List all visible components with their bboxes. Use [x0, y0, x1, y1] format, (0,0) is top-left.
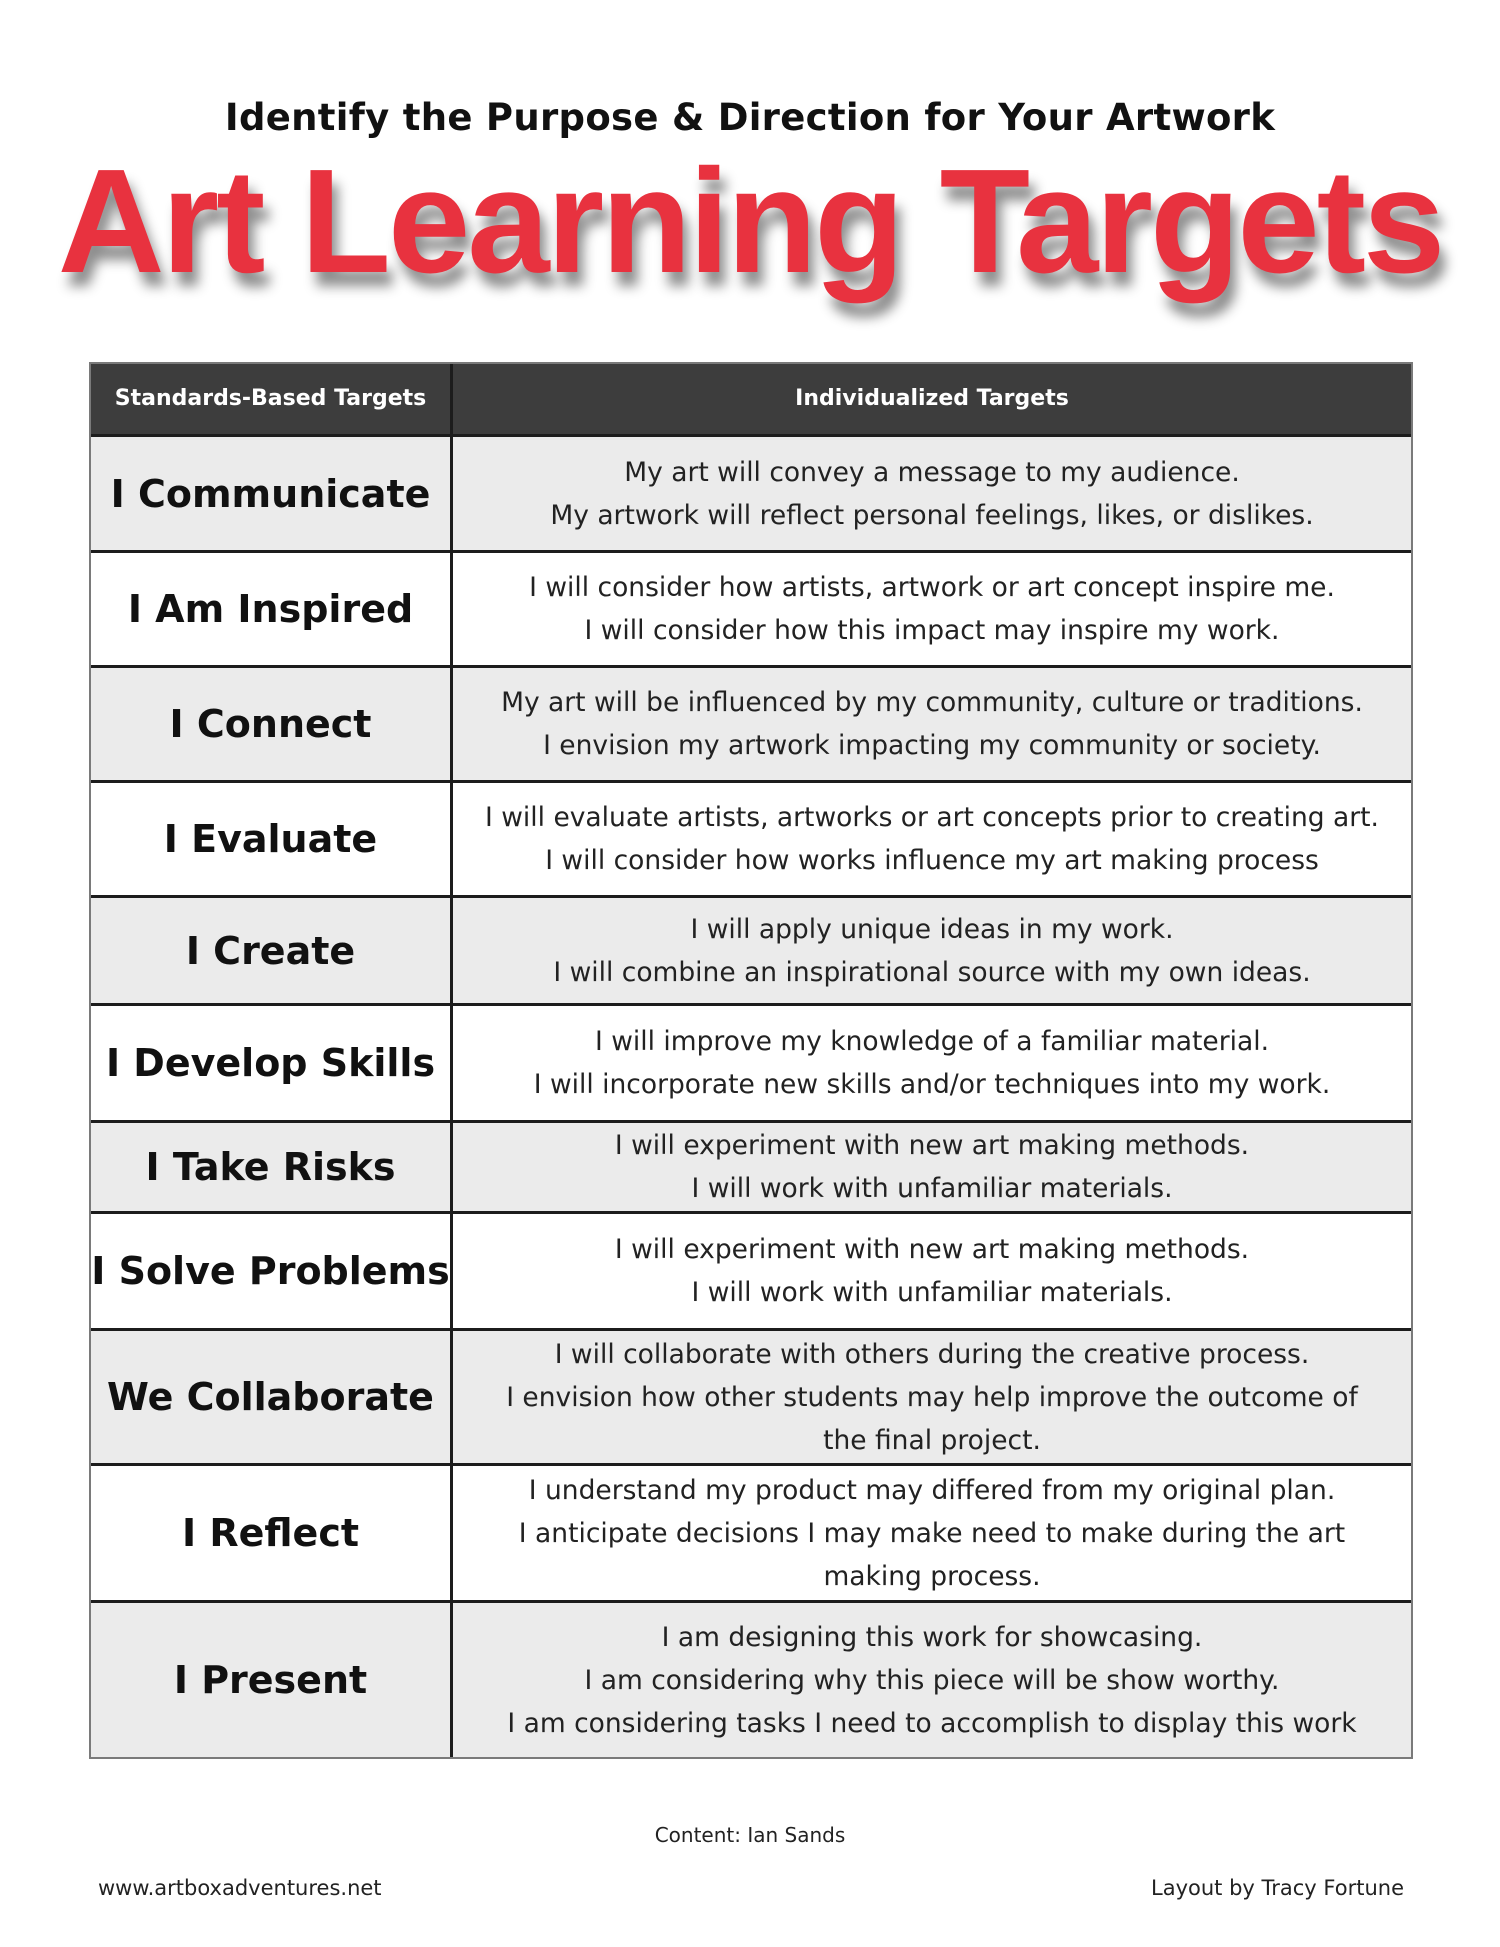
target-description-line: I will experiment with new art making methods. [614, 1130, 1250, 1161]
target-description-line: My artwork will reflect personal feelings, likes, or dislikes. [550, 499, 1314, 531]
target-description-line: the final project. [823, 1424, 1041, 1456]
target-description-line: I will work with unfamiliar materials. [691, 1173, 1173, 1204]
page-subtitle: Identify the Purpose & Direction for Your Artwork [224, 96, 1276, 139]
target-description-line: I anticipate decisions I may make need to make during the art [518, 1517, 1346, 1549]
target-description-line: I will consider how works influence my art making process [545, 845, 1319, 876]
individualized-targets [453, 437, 1411, 550]
individualized-targets [453, 1603, 1411, 1757]
target-description-line: I am considering tasks I need to accomplish to display this work [507, 1707, 1357, 1739]
table-row [91, 665, 1411, 780]
content-credit: Content: Ian Sands [654, 1823, 846, 1847]
target-description-line: I will experiment with new art making methods. [614, 1234, 1250, 1265]
website-link[interactable]: www.artboxadventures.net [98, 1876, 382, 1900]
standards-target: I Connect [91, 668, 453, 780]
standards-target: I Take Risks [91, 1123, 453, 1211]
table-row [91, 780, 1411, 895]
table-row [91, 1600, 1411, 1757]
target-description-line: I am designing this work for showcasing. [661, 1621, 1203, 1653]
target-description-line: My art will be influenced by my community, culture or traditions. [501, 687, 1363, 718]
target-description-line: I will evaluate artists, artworks or art concepts prior to creating art. [485, 802, 1379, 833]
individualized-targets [453, 1123, 1411, 1211]
standards-target: I Present [91, 1603, 453, 1757]
standards-target: I Communicate [91, 437, 453, 550]
standards-target: We Collaborate [91, 1331, 453, 1463]
targets-table [89, 362, 1413, 1759]
standards-target: I Reflect [91, 1466, 453, 1600]
table-row [91, 1328, 1411, 1463]
target-description-line: I will apply unique ideas in my work. [690, 913, 1174, 945]
individualized-targets [453, 553, 1411, 665]
target-description-line: I will collaborate with others during the creative process. [554, 1338, 1310, 1370]
header-individualized: Individualized Targets [795, 386, 1069, 411]
individualized-targets [453, 1331, 1411, 1463]
target-description-line: I will work with unfamiliar materials. [691, 1277, 1173, 1308]
table-row [91, 1463, 1411, 1600]
standards-target: I Develop Skills [91, 1006, 453, 1120]
individualized-targets [453, 898, 1411, 1003]
table-row [91, 550, 1411, 665]
table-body [91, 434, 1411, 1757]
target-description-line: making process. [823, 1560, 1041, 1592]
table-row [91, 434, 1411, 550]
standards-target: I Create [91, 898, 453, 1003]
individualized-targets [453, 1214, 1411, 1328]
table-row [91, 1003, 1411, 1120]
target-description-line: I envision my artwork impacting my community or society. [543, 730, 1321, 761]
individualized-targets [453, 1006, 1411, 1120]
standards-target: I Am Inspired [91, 553, 453, 665]
target-description-line: I will combine an inspirational source with my own ideas. [553, 956, 1311, 988]
target-description-line: I understand my product may differed from my original plan. [528, 1474, 1336, 1506]
target-description-line: I will consider how this impact may inspire my work. [584, 615, 1280, 646]
table-header-row [91, 364, 1411, 434]
header-standards-based: Standards-Based Targets [91, 364, 453, 434]
page-title: Art Learning Targets [57, 139, 1443, 304]
layout-credit: Layout by Tracy Fortune [1151, 1876, 1404, 1900]
table-row [91, 1120, 1411, 1211]
standards-target: I Solve Problems [91, 1214, 453, 1328]
target-description-line: I am considering why this piece will be show worthy. [584, 1664, 1280, 1696]
individualized-targets [453, 783, 1411, 895]
individualized-targets [453, 1466, 1411, 1600]
table-row [91, 1211, 1411, 1328]
target-description-line: I will incorporate new skills and/or techniques into my work. [533, 1069, 1331, 1100]
target-description-line: I will improve my knowledge of a familiar material. [594, 1026, 1270, 1057]
target-description-line: My art will convey a message to my audience. [624, 456, 1240, 488]
table-row [91, 895, 1411, 1003]
individualized-targets [453, 668, 1411, 780]
target-description-line: I envision how other students may help improve the outcome of [506, 1381, 1358, 1413]
standards-target: I Evaluate [91, 783, 453, 895]
target-description-line: I will consider how artists, artwork or art concept inspire me. [529, 572, 1335, 603]
